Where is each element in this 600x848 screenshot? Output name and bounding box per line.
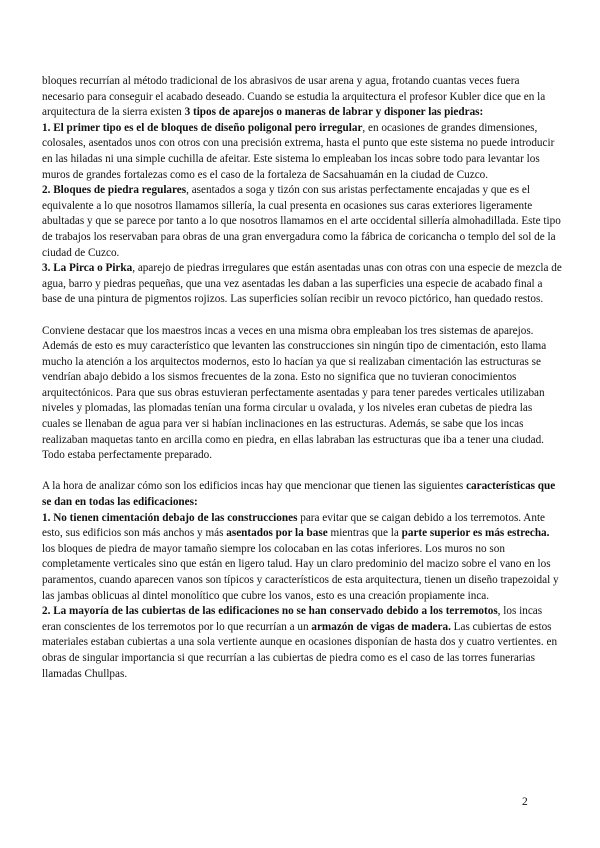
bold-text: 2. La mayoría de las cubiertas de las edificaciones no se han conservado debido a los terremotos — [42, 605, 498, 618]
list-item-regulares — [42, 183, 562, 261]
paragraph-sistemas — [42, 324, 562, 464]
bold-text: 1. El primer tipo es el de bloques de diseño poligonal pero irregular — [42, 121, 363, 134]
page-number: 2 — [522, 796, 528, 808]
paragraph-intro — [42, 74, 562, 121]
paragraph-text: los bloques de piedra de mayor tamaño siempre los colocaban en las cotas inferiores. Los muros no son completamente verticales sino que están en ligero talud. Hay un claro predominio del macizo sobre el vano en los paramentos, cuando aparecen vanos son típicos y característicos de esta arquitectura, tienen un diseño trapezoidal y las jambas oblicuas al dintel monolítico que cubre los vanos, esto es una creación propiamente inca. — [42, 542, 559, 602]
document-body — [42, 74, 562, 682]
bold-text: características que se dan en todas las edificaciones: — [42, 480, 556, 509]
paragraph-text: , asentados a soga y tizón con sus aristas perfectamente encajadas y que es el equivalente a lo que nosotros llamamos sillería, la cual presenta en ocasiones sus caras exteriores ligeramente abultadas y que se parece por tanto a lo que nosotros llamamos en el arte occidental sillería almohadillada. Este tipo de trabajos los reservaban para obras de una gran envergadura como la fábrica de coricancha o templo del sol de la ciudad de Cuzco. — [42, 184, 561, 259]
paragraph-gap — [42, 464, 562, 480]
list-item-cubiertas — [42, 604, 562, 682]
list-item-pirca — [42, 261, 562, 308]
paragraph-gap — [42, 308, 562, 324]
list-item-cimentacion — [42, 511, 562, 605]
paragraph-text: Conviene destacar que los maestros incas a veces en una misma obra empleaban los tres sistemas de aparejos. Además de esto es muy característico que levanten las construcciones sin ningún tipo de cimentación, esto llama mucho la atención a los arquitectos modernos, esto lo hacían ya que si realizaban cimentación las estructuras se vendrían abajo debido a los sismos frecuentes de la zona. Esto no significa que no tuvieran conocimientos arquitectónicos. Para que sus obras estuvieran perfectamente asentadas y para tener paredes verticales utilizaban niveles y plomadas, las plomadas tenían una forma circular u ovalada, y los niveles eran cubetas de piedra las cuales se llenaban de agua para ver si habían inclinaciones en las estructuras. Además, se sabe que los incas realizaban maquetas tanto en arcilla como en piedra, en ellas labraban las estructuras que iba a tener una ciudad. Todo estaba perfectamente preparado. — [42, 324, 547, 462]
paragraph-text: , los incas eran conscientes de los terremotos por lo que recurrían a un — [42, 605, 543, 633]
paragraph-text: bloques recurrían al método tradicional de los abrasivos de usar arena y agua, frotando cuantas veces fuera necesario para conseguir el acabado deseado. Cuando se estudia la arquitectura el profesor Kubler dice que en la arquitectura de la sierra existen — [42, 75, 546, 119]
bold-text: asentados por la base — [226, 527, 328, 540]
paragraph-text: , aparejo de piedras irregulares que están asentadas unas con otras con una especie de mezcla de agua, barro y piedras pequeñas, que una vez asentadas les daban a las superficies una especie de acabado final a base de una pintura de pigmentos rojizos. Las superficies solían recibir un revoco pictórico, han quedado restos. — [42, 262, 562, 306]
paragraph-text: mientras que la — [327, 527, 402, 540]
paragraph-text: , en ocasiones de grandes dimensiones, colosales, asentados unos con otros con una precisión extrema, hasta el punto que este sistema no puede introducir en las hiladas ni una simple cuchilla de afeitar. Este sistema lo empleaban los incas sobre todo para levantar los muros de grandes fortalezas como es el caso de la fortaleza de Sacsahuamán en la ciudad de Cuzco. — [42, 121, 555, 181]
list-item-poligonal — [42, 121, 562, 183]
paragraph-text: para evitar que se caigan debido a los terremotos. Ante esto, sus edificios son más anchos y más — [42, 511, 546, 540]
bold-text: 3. La Pirca o Pirka — [42, 262, 133, 275]
bold-text: 2. Bloques de piedra regulares — [42, 184, 187, 197]
bold-text: 1. No tienen cimentación debajo de las construcciones — [42, 511, 298, 524]
bold-text: parte superior es más estrecha. — [401, 527, 550, 540]
paragraph-text: Las cubiertas de estos materiales estaban cubiertas a una sola vertiente aunque en ocasiones disponían de hasta dos y cuatro vertientes. en obras de singular importancia si que recurrían a las cubiertas de piedra como es el caso de las torres funerarias llamadas Chullpas. — [42, 620, 558, 680]
bold-text: armazón de vigas de madera. — [311, 620, 451, 633]
bold-text: 3 tipos de aparejos o maneras de labrar y disponer las piedras: — [184, 106, 484, 119]
paragraph-caracteristicas — [42, 479, 562, 510]
paragraph-text: A la hora de analizar cómo son los edificios incas hay que mencionar que tienen las siguientes — [42, 480, 467, 493]
